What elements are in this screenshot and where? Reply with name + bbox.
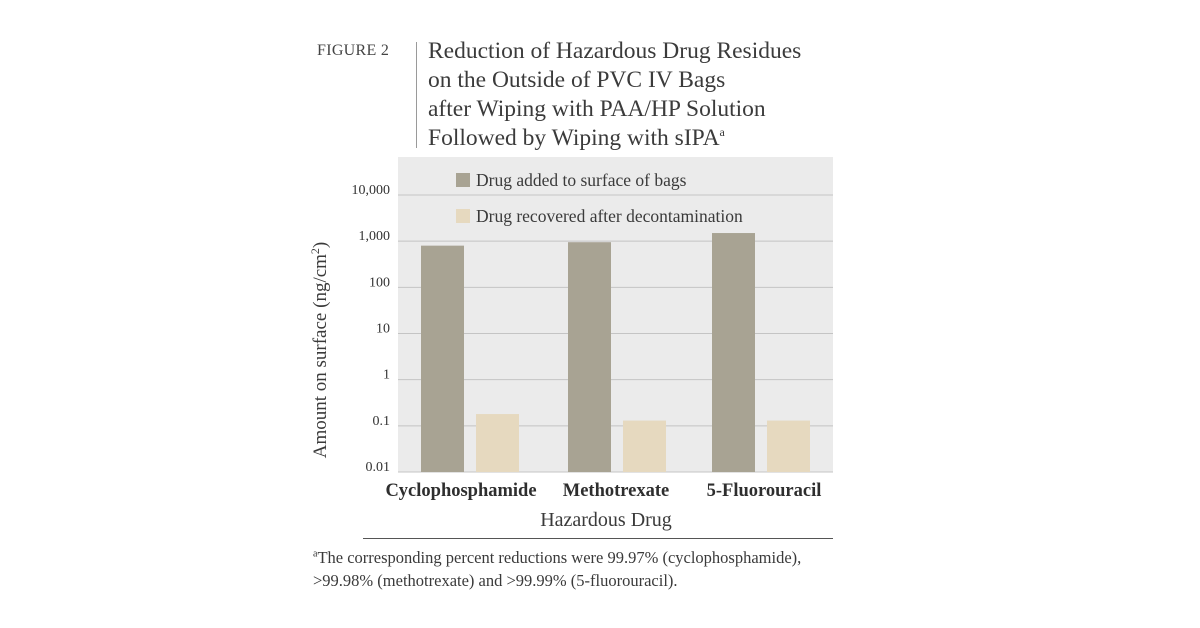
- bar-added: [421, 246, 464, 472]
- y-axis-label: [308, 242, 331, 459]
- y-tick-label: 0.1: [372, 413, 390, 429]
- y-tick-label: 10: [376, 321, 390, 337]
- y-tick-labels: [352, 183, 391, 475]
- bar-recovered: [476, 414, 519, 472]
- x-tick-labels: [385, 481, 821, 501]
- y-tick-label: 10,000: [351, 183, 390, 198]
- y-tick-label: 100: [369, 275, 390, 291]
- legend-swatch: [456, 173, 470, 187]
- title-line: after Wiping with PAA/HP Solution: [428, 96, 766, 122]
- title-line: Reduction of Hazardous Drug Residues: [428, 38, 802, 64]
- title-footnote-marker: a: [719, 125, 725, 140]
- figure-label: FIGURE 2: [317, 42, 390, 59]
- footnote-divider: [363, 538, 833, 539]
- footnote-line: >99.98% (methotrexate) and >99.99% (5-fluorouracil).: [313, 571, 678, 590]
- y-axis-label-superscript: 2: [308, 248, 322, 255]
- legend-swatch: [456, 209, 470, 223]
- bar-recovered: [767, 421, 810, 472]
- x-tick-label: Cyclophosphamide: [385, 481, 537, 501]
- footnote-marker: a: [313, 548, 318, 560]
- y-tick-label: 0.01: [365, 460, 390, 475]
- y-tick-label: 1: [383, 367, 390, 383]
- footnote: [313, 546, 933, 592]
- bar-added: [712, 233, 755, 472]
- title-line-text: Followed by Wiping with sIPA: [428, 125, 720, 151]
- legend-label: Drug recovered after decontamination: [476, 206, 743, 226]
- footnote-text: The corresponding percent reductions were 99.97% (cyclophosphamide),: [317, 548, 802, 567]
- legend-label: Drug added to surface of bags: [476, 170, 687, 190]
- y-axis-label-text: Amount on surface (ng/cm: [310, 254, 331, 459]
- y-axis-label-close: ): [310, 241, 331, 249]
- y-tick-label: 1,000: [358, 229, 390, 245]
- bar-recovered: [623, 421, 666, 472]
- title-line: on the Outside of PVC IV Bags: [428, 67, 726, 93]
- footnote-line: [313, 546, 933, 569]
- x-tick-label: 5-Fluorouracil: [706, 481, 822, 501]
- x-tick-label: Methotrexate: [562, 481, 670, 501]
- x-axis-label: Hazardous Drug: [540, 509, 672, 531]
- bar-added: [568, 242, 611, 472]
